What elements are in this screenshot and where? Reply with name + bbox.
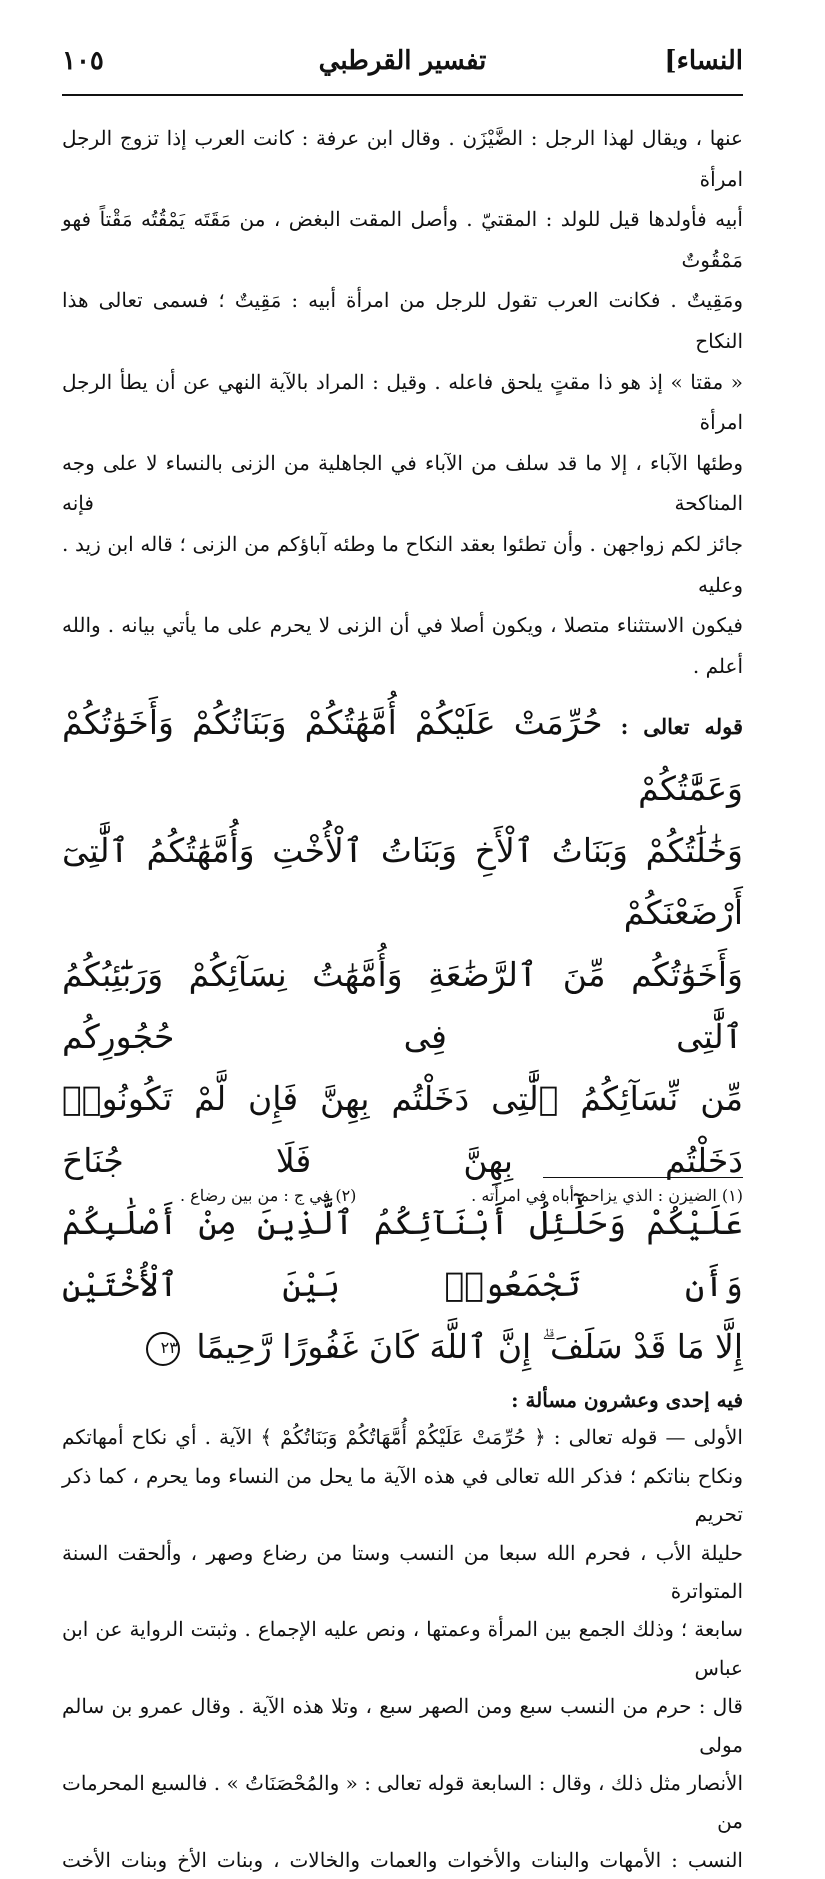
text-line: فيكون الاستثناء متصلا ، ويكون أصلا في أن الزنى لا يحرم على ما يأتي بيانه . والله أعلم .	[62, 613, 743, 678]
footnote-divider	[543, 1177, 743, 1178]
footnotes	[180, 1186, 743, 1205]
text-line: النسب : الأمهات والبنات والأخوات والعمات والخالات ، وبنات الأخ وبنات الأخت	[62, 1847, 743, 1872]
quran-verse-block	[62, 692, 743, 1378]
page-header	[62, 42, 743, 96]
verse-intro-label: قوله تعالى :	[620, 714, 743, 740]
ayah-number-marker: ٢٣	[146, 1332, 180, 1366]
section-heading: فيه إحدى وعشرون مسألة :	[511, 1388, 743, 1413]
page-number: ١٠٥	[62, 46, 104, 76]
verse-line: عَلَيْكُمْ وَحَلَٰٓئِلُ أَبْنَآئِكُمُ ٱلَّذِينَ مِنْ أَصْلَٰبِكُمْ وَأَن تَجْمَعُوا۟ بَيْنَ ٱلْأُخْتَيْنِ	[62, 1203, 743, 1305]
text-line: الأولى — قوله تعالى : ﴿ حُرِّمَتْ عَلَيْكُمْ أُمَّهَاتُكُمْ وَبَنَاتُكُمْ ﴾ الآية . أي نكاح أمهاتكم	[62, 1425, 743, 1450]
page-body	[62, 118, 743, 1879]
verse-line: وَأَخَوَٰتُكُم مِّنَ ٱلرَّضَٰعَةِ وَأُمَّهَٰتُ نِسَآئِكُمْ وَرَبَٰٓئِبُكُمُ ٱلَّٰتِى فِى حُجُورِكُم	[62, 955, 743, 1057]
text-line: أبيه فأولدها قيل للولد : المقتيّ . وأصل المقت البغض ، من مَقَتَه يَمْقُتُه مَقْتاً فهو مَمْقُوتٌ	[62, 207, 743, 272]
text-line: جائز لكم زواجهن . وأن تطئوا بعقد النكاح ما وطئه آباؤكم من الزنى ؛ قاله ابن زيد . وعليه	[62, 531, 743, 597]
text-line: وطئها الآباء ، إلا ما قد سلف من الآباء في الجاهلية من الزنى بالنساء لا على وجه المناكحة فإنه	[62, 450, 743, 516]
text-line: ونكاح بناتكم ؛ فذكر الله تعالى في هذه الآية ما يحل من النساء وما يحرم ، كما ذكر تحريم	[62, 1463, 743, 1527]
verse-line	[62, 1316, 743, 1378]
verse-line: وَخَٰلَٰتُكُمْ وَبَنَاتُ ٱلْأَخِ وَبَنَاتُ ٱلْأُخْتِ وَأُمَّهَٰتُكُمُ ٱلَّٰتِىٓ أَرْضَعْنَكُمْ	[62, 831, 743, 933]
footnote-2: (٢) في ج : من بين رضاع .	[180, 1186, 357, 1205]
footnote-1: (١) الضيزن : الذي يزاحم أباه في امرأته .	[471, 1186, 743, 1205]
verse-text: إِلَّا مَا قَدْ سَلَفَ ۗ إِنَّ ٱللَّهَ كَانَ غَفُورًا رَّحِيمًا	[196, 1327, 743, 1367]
text-line: الأنصار مثل ذلك ، وقال : السابعة قوله تعالى : « والمُحْصَنَاتُ » . فالسبع المحرمات من	[62, 1770, 743, 1834]
text-line: حليلة الأب ، فحرم الله سبعا من النسب وستا من رضاع وصهر ، وألحقت السنة المتواترة	[62, 1540, 743, 1603]
text-line: سابعة ؛ وذلك الجمع بين المرأة وعمتها ، ونص عليه الإجماع . وثبتت الرواية عن ابن عباس	[62, 1617, 743, 1680]
verse-line	[62, 692, 743, 820]
text-line: قال : حرم من النسب سبع ومن الصهر سبع ، وتلا هذه الآية . وقال عمرو بن سالم مولى	[62, 1694, 743, 1757]
book-title: تفسير القرطبي	[318, 46, 487, 76]
issues-text	[62, 1418, 743, 1879]
commentary-text	[62, 118, 743, 686]
text-line: عنها ، ويقال لهذا الرجل : الضَّيْزَن . وقال ابن عرفة : كانت العرب إذا تزوج الرجل امرأة	[62, 126, 743, 191]
surah-name: النساء]	[664, 46, 743, 76]
text-line: « مقتا » إذ هو ذا مقتٍ يلحق فاعله . وقيل : المراد بالآية النهي عن أن يطأ الرجل امرأة	[62, 369, 743, 435]
verse-line: مِّن نِّسَآئِكُمُ ٱلَّٰتِى دَخَلْتُم بِهِنَّ فَإِن لَّمْ تَكُونُوا۟ دَخَلْتُم بِهِنَّ فَلَا جُنَاحَ	[62, 1079, 743, 1181]
text-line: ومَقِيتٌ . فكانت العرب تقول للرجل من امرأة أبيه : مَقِيتٌ ؛ فسمى تعالى هذا النكاح	[62, 288, 743, 353]
verse-text: حُرِّمَتْ عَلَيْكُمْ أُمَّهَٰتُكُمْ وَبَنَاتُكُمْ وَأَخَوَٰتُكُمْ وَعَمَّٰتُكُمْ	[62, 703, 743, 809]
